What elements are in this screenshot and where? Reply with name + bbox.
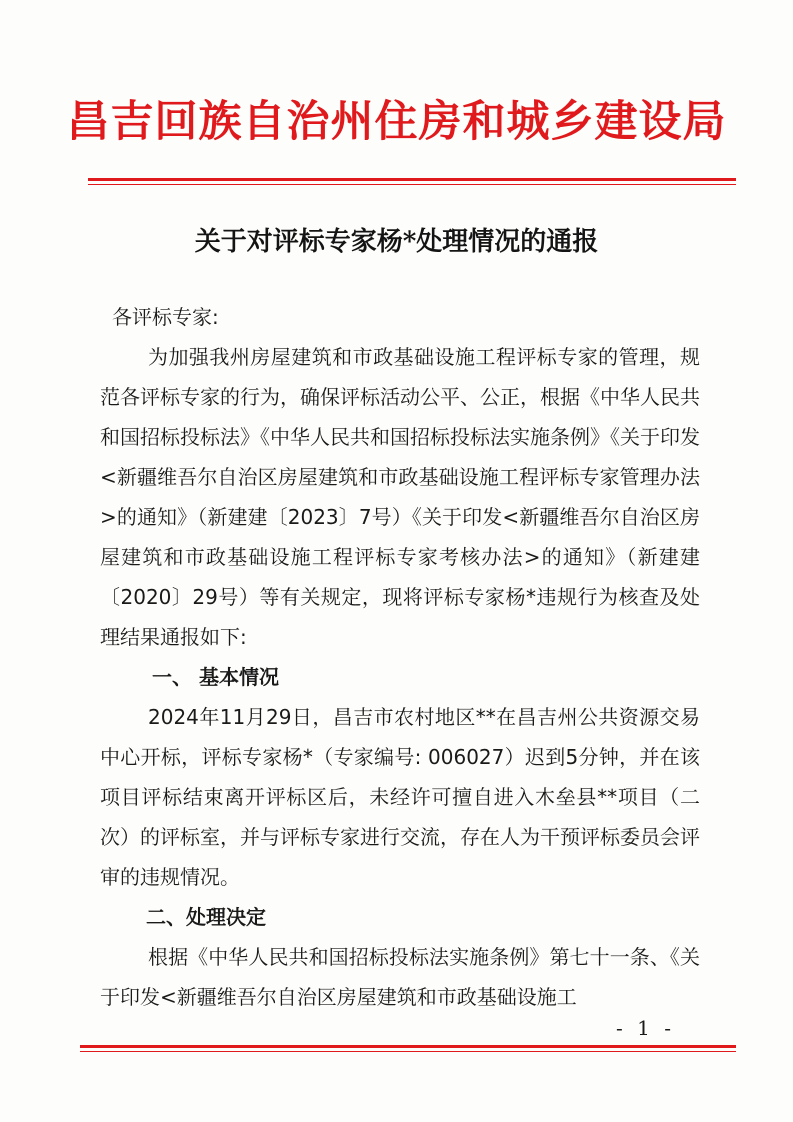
document-title: 关于对评标专家杨*处理情况的通报 <box>194 227 599 257</box>
section-1-heading: 一、 基本情况 <box>152 665 279 689</box>
footer-red-rule-thin <box>80 1051 736 1052</box>
section-2-paragraph: 根据《中华人民共和国招标投标法实施条例》第七十一条、《关于印发<新疆维吾尔自治区房屋建筑和市政基础设施工 <box>100 945 700 1009</box>
document-body <box>100 297 700 1017</box>
issuer-masthead: 昌吉回族自治州住房和城乡建设局 <box>66 97 727 147</box>
salutation: 各评标专家: <box>112 305 219 329</box>
intro-paragraph: 为加强我州房屋建筑和市政基础设施工程评标专家的管理，规范各评标专家的行为，确保评标活动公平、公正，根据《中华人民共和国招标投标法》《中华人民共和国招标投标法实施条例》《关于印发<新疆维吾尔自治区房屋建筑和市政基础设施工程评标专家管理办法>的通知》（新建建〔2023〕7号）《关于印发<新疆维吾尔自治区房屋建筑和市政基础设施工程评标专家考核办法>的通知》（新建建〔2020〕29号）等有关规定，现将评标专家杨*违规行为核查及处理结果通报如下: <box>100 345 700 649</box>
page-number: - 1 - <box>616 1016 675 1040</box>
header-red-rule-thin <box>88 184 736 185</box>
section-1-paragraph: 2024年11月29日，昌吉市农村地区**在昌吉州公共资源交易中心开标，评标专家杨*（专家编号: 006027）迟到5分钟，并在该项目评标结束离开评标区后，未经许可擅自进入木垒县**项目（二次）的评标室，并与评标专家进行交流，存在人为干预评标委员会评审的违规情况。 <box>100 705 700 889</box>
header-red-rule <box>88 178 736 181</box>
footer-red-rule <box>80 1045 736 1048</box>
section-2-heading: 二、处理决定 <box>146 905 266 929</box>
